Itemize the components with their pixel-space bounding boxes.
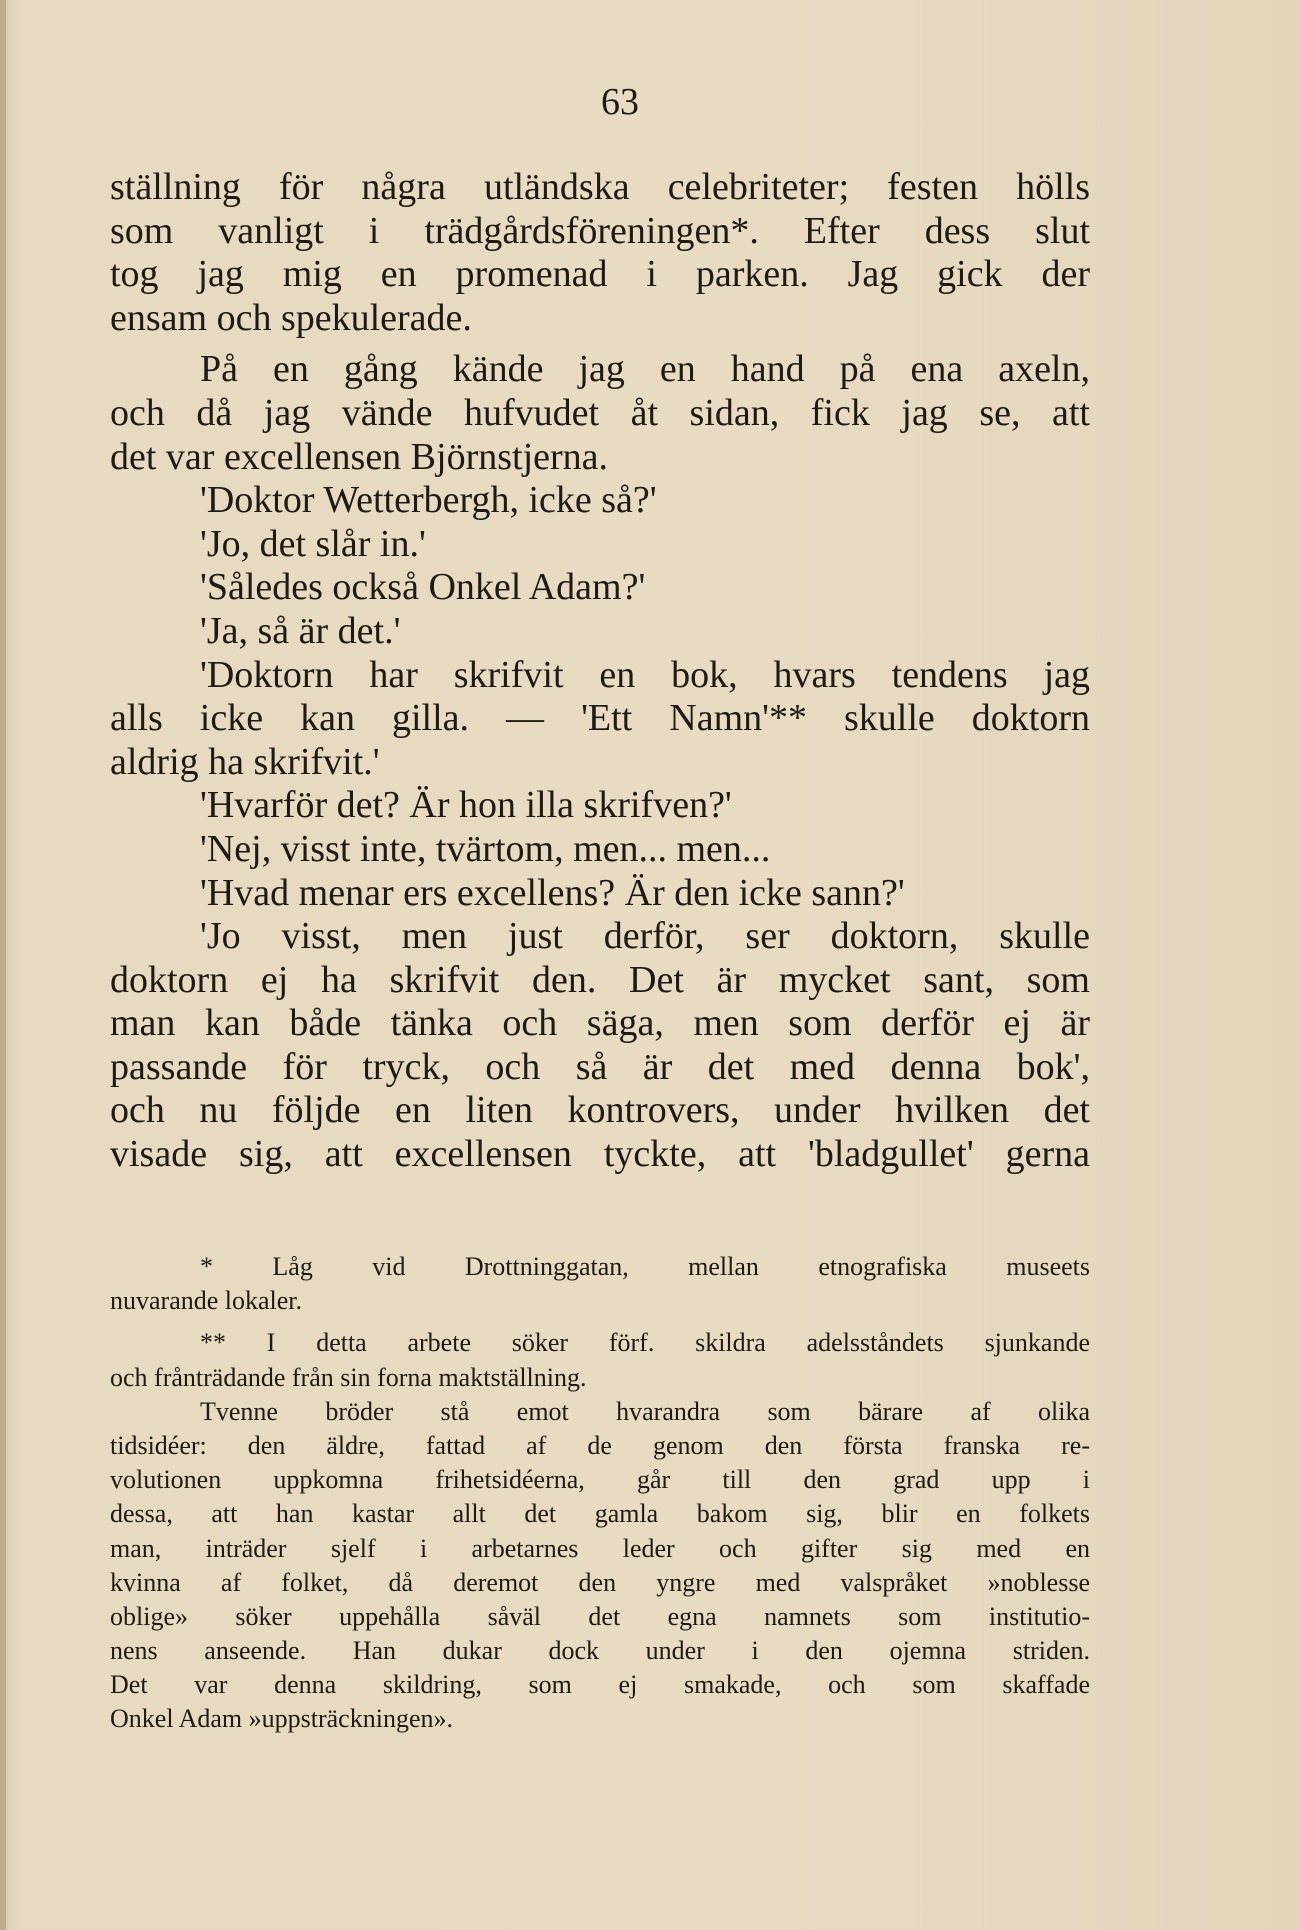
dialogue-line: 'Hvarför det? Är hon illa skrifven?' [200,784,732,827]
body-line: alls icke kan gilla. — 'Ett Namn'** skulle doktorn [110,697,1090,740]
footnote-line: volutionen uppkomna frihetsidéerna, går till den grad upp i [110,1465,1090,1495]
body-line: tog jag mig en promenad i parken. Jag gick der [110,253,1090,296]
dialogue-line: 'Jo visst, men just derför, ser doktorn, skulle [200,915,1090,958]
body-line: ensam och spekulerade. [110,296,472,339]
footnote-line: ** I detta arbete söker förf. skildra adelsståndets sjunkande [200,1328,1090,1358]
body-line: doktorn ej ha skrifvit den. Det är mycket sant, som [110,958,1090,1001]
body-line: passande för tryck, och så är det med denna bok', [110,1045,1090,1088]
footnote-line: * Låg vid Drottninggatan, mellan etnografiska museets [200,1252,1090,1281]
body-line: På en gång kände jag en hand på ena axeln, [200,348,1090,391]
body-line: visade sig, att excellensen tyckte, att 'bladgullet' gerna [110,1133,1090,1176]
dialogue-line: 'Jo, det slår in.' [200,522,426,565]
footnote-line: oblige» söker uppehålla såväl det egna namnets som institutio- [110,1601,1090,1631]
body-line: och då jag vände hufvudet åt sidan, fick jag se, att [110,391,1090,434]
body-line: aldrig ha skrifvit.' [110,740,380,783]
footnotes [110,1250,1090,1737]
page-number: 63 [601,81,639,123]
dialogue-line: 'Doktor Wetterbergh, icke så?' [200,479,657,522]
dialogue-line: 'Ja, så är det.' [200,609,401,652]
footnote-line: nens anseende. Han dukar dock under i den ojemna striden. [110,1636,1090,1666]
dialogue-line: 'Doktorn har skrifvit en bok, hvars tendens jag [200,653,1090,696]
footnote-line: Det var denna skildring, som ej smakade, och som skaffade [110,1670,1090,1700]
body-line: det var excellensen Björnstjerna. [110,435,609,478]
footnote-line: kvinna af folket, då deremot den yngre med valspråket »noblesse [110,1567,1090,1597]
dialogue-line: 'Hvad menar ers excellens? Är den icke sann?' [200,871,905,914]
dialogue-line: 'Nej, visst inte, tvärtom, men... men... [200,827,771,870]
footnote-line: Onkel Adam »uppsträckningen». [110,1704,453,1734]
page-edge-shadow [0,0,6,1930]
footnote-line: man, inträder sjelf i arbetarnes leder och gifter sig med en [110,1533,1090,1563]
footnote-line: nuvarande lokaler. [110,1286,303,1316]
dialogue-line: 'Således också Onkel Adam?' [200,566,646,609]
body-text [110,166,1090,1177]
body-line: och nu följde en liten kontrovers, under hvilken det [110,1089,1090,1132]
footnote-line: dessa, att han kastar allt det gamla bakom sig, blir en folkets [110,1499,1090,1529]
footnote-line: och frånträdande från sin forna maktställning. [110,1362,587,1392]
body-line: ställning för några utländska celebriteter; festen hölls [110,166,1090,208]
footnote-line: tidsidéer: den äldre, fattad af de genom den första franska re- [110,1430,1090,1460]
body-line: man kan både tänka och säga, men som derför ej är [110,1002,1090,1045]
footnote-line: Tvenne bröder stå emot hvarandra som bärare af olika [200,1396,1090,1426]
body-line: som vanligt i trädgårdsföreningen*. Efter dess slut [110,209,1090,252]
